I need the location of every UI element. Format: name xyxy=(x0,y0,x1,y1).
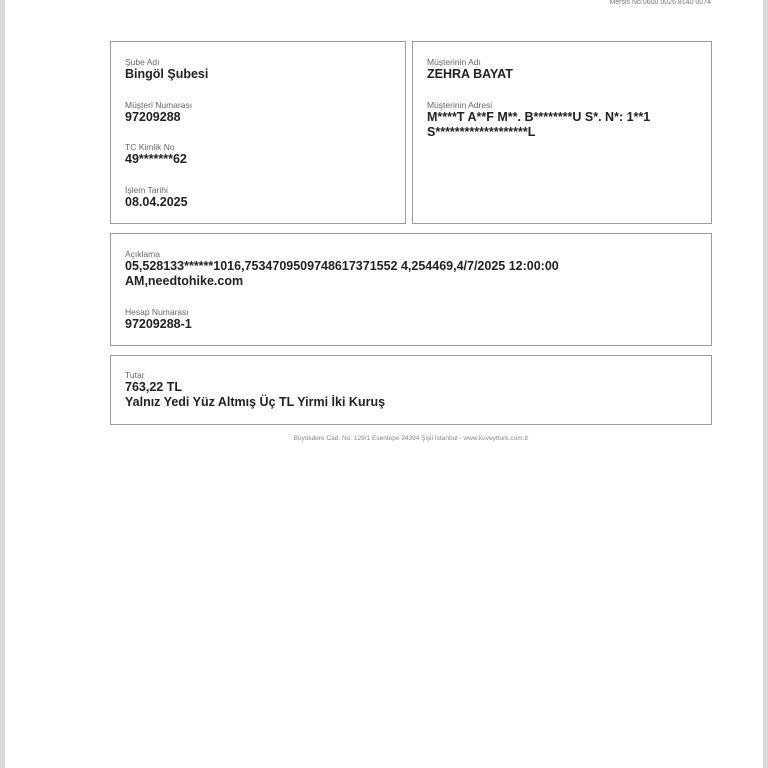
description-field xyxy=(125,249,559,289)
footer-address: Büyükdere Cad. No: 129/1 Esentepe 34394 Şişli İstanbul - www.kuveytturk.com.tr xyxy=(293,435,529,442)
customer-info-box xyxy=(412,41,712,224)
description-box xyxy=(110,233,712,346)
amount-field xyxy=(125,370,385,410)
transaction-date-field xyxy=(125,185,188,210)
customer-number-field xyxy=(125,100,192,125)
customer-address-line-2: S*******************L xyxy=(427,125,536,139)
mersis-number: Mersis No:0600 0026 8140 0074 xyxy=(609,0,711,6)
account-number-value: 97209288-1 xyxy=(125,317,192,331)
description-line-2: AM,needtohike.com xyxy=(125,274,244,288)
description-line-1: 05,528133******1016,7534709509748617371552 4,254469,4/7/2025 12:00:00 xyxy=(125,259,559,273)
customer-number-value: 97209288 xyxy=(125,110,181,124)
branch-label: Şube Adı xyxy=(125,57,160,67)
branch-field xyxy=(125,57,208,82)
customer-address-field xyxy=(427,100,650,140)
transaction-date-value: 08.04.2025 xyxy=(125,195,188,209)
customer-name-label: Müşterinin Adı xyxy=(427,57,481,67)
tc-id-value: 49*******62 xyxy=(125,152,187,166)
receipt-page xyxy=(5,0,763,768)
branch-value: Bingöl Şubesi xyxy=(125,67,209,81)
account-number-field xyxy=(125,307,192,332)
customer-address-label: Müşterinin Adresi xyxy=(427,100,493,110)
tc-id-label: TC Kimlik No xyxy=(125,142,175,152)
customer-name-field xyxy=(427,57,513,82)
customer-name-value: ZEHRA BAYAT xyxy=(427,67,513,81)
amount-box xyxy=(110,355,712,425)
customer-address-line-1: M****T A**F M**. B********U S*. N*: 1**1 xyxy=(427,110,651,124)
account-number-label: Hesap Numarası xyxy=(125,307,189,317)
tc-id-field xyxy=(125,142,187,167)
amount-label: Tutar xyxy=(125,370,145,380)
customer-number-label: Müşteri Numarası xyxy=(125,100,193,110)
amount-value: 763,22 TL xyxy=(125,380,182,394)
transaction-date-label: İşlem Tarihi xyxy=(125,185,168,195)
description-label: Açıklama xyxy=(125,249,160,259)
amount-in-words: Yalnız Yedi Yüz Altmış Üç TL Yirmi İki Kuruş xyxy=(125,395,386,409)
branch-info-box xyxy=(110,41,406,224)
